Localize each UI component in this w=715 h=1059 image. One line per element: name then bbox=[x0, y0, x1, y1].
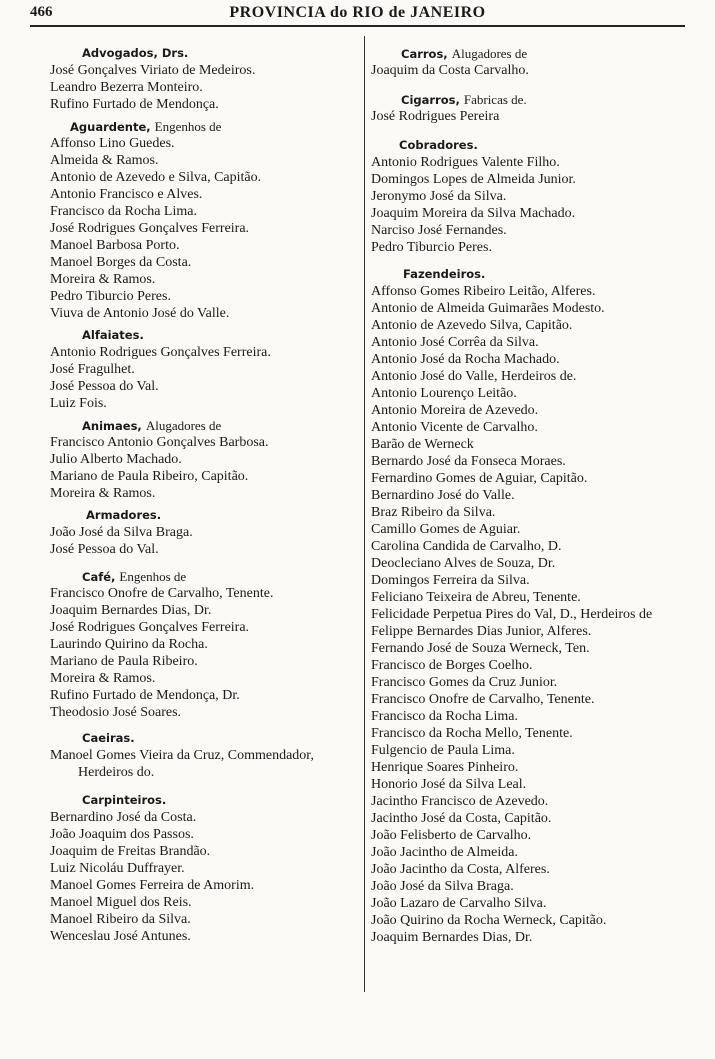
list-item: Manoel Ribeiro da Silva. bbox=[50, 912, 191, 927]
list-item: Manoel Gomes Ferreira de Amorim. bbox=[50, 878, 255, 893]
list-item: Antonio de Azevedo Silva, Capitão. bbox=[371, 318, 573, 333]
list-item: Antonio Francisco e Alves. bbox=[50, 187, 203, 202]
list-item: Luiz Nicoláu Duffrayer. bbox=[50, 861, 185, 876]
list-item: Affonso Gomes Ribeiro Leitão, Alferes. bbox=[371, 284, 596, 299]
list-item: Francisco da Rocha Mello, Tenente. bbox=[371, 726, 573, 741]
list-item: Jacintho Francisco de Azevedo. bbox=[371, 794, 549, 809]
list-item: Narciso José Fernandes. bbox=[371, 223, 507, 238]
list-item: Affonso Lino Guedes. bbox=[50, 136, 175, 151]
list-item: Joaquim Bernardes Dias, Dr. bbox=[371, 930, 533, 945]
directory-section bbox=[50, 792, 360, 945]
section-heading-main: Aguardente, bbox=[70, 120, 151, 134]
entry-list bbox=[50, 62, 360, 113]
column-divider bbox=[364, 36, 365, 992]
list-item: José Pessoa do Val. bbox=[50, 379, 159, 394]
section-heading-main: Caeiras. bbox=[82, 731, 135, 745]
list-item: Wenceslau José Antunes. bbox=[50, 929, 191, 944]
section-heading-main: Cigarros, bbox=[401, 93, 460, 107]
list-item: Francisco da Rocha Lima. bbox=[371, 709, 518, 724]
list-item: Rufino Furtado de Mendonça. bbox=[50, 97, 219, 112]
list-item: João Jacintho de Almeida. bbox=[371, 845, 518, 860]
list-item: Antonio de Almeida Guimarães Modesto. bbox=[371, 301, 605, 316]
list-item: Manoel Borges da Costa. bbox=[50, 255, 192, 270]
section-heading bbox=[50, 327, 360, 344]
list-item: Pedro Tiburcio Peres. bbox=[50, 289, 171, 304]
list-item: Moreira & Ramos. bbox=[50, 272, 156, 287]
list-item: Joaquim Moreira da Silva Machado. bbox=[371, 206, 576, 221]
list-item: Domingos Ferreira da Silva. bbox=[371, 573, 530, 588]
directory-section bbox=[50, 327, 360, 412]
list-item: Francisco Onofre de Carvalho, Tenente. bbox=[371, 692, 595, 707]
list-item: Deocleciano Alves de Souza, Dr. bbox=[371, 556, 556, 571]
list-item: Henrique Soares Pinheiro. bbox=[371, 760, 519, 775]
running-title: PROVINCIA do RIO de JANEIRO bbox=[229, 4, 486, 21]
list-item: Jacintho José da Costa, Capitão. bbox=[371, 811, 552, 826]
entry-list bbox=[371, 62, 691, 79]
header-rule bbox=[30, 25, 685, 27]
list-item: Camillo Gomes de Aguiar. bbox=[371, 522, 521, 537]
list-item: Viuva de Antonio José do Valle. bbox=[50, 306, 230, 321]
list-item: Manoel Gomes Vieira da Cruz, Commendador, Herdeiros do. bbox=[50, 748, 314, 780]
list-item: Julio Alberto Machado. bbox=[50, 452, 182, 467]
list-item: Feliciano Teixeira de Abreu, Tenente. bbox=[371, 590, 581, 605]
right-column bbox=[371, 45, 691, 946]
directory-section bbox=[371, 137, 691, 256]
list-item: Barão de Werneck bbox=[371, 437, 474, 452]
list-item: Antonio José da Rocha Machado. bbox=[371, 352, 560, 367]
list-item: Joaquim da Costa Carvalho. bbox=[371, 63, 529, 78]
section-heading bbox=[50, 507, 360, 524]
list-item: João Jacintho da Costa, Alferes. bbox=[371, 862, 550, 877]
directory-section bbox=[50, 118, 360, 322]
list-item: Braz Ribeiro da Silva. bbox=[371, 505, 496, 520]
list-item: Felippe Bernardes Dias Junior, Alferes. bbox=[371, 624, 592, 639]
entry-list bbox=[50, 585, 360, 721]
section-heading-sub: Engenhos de bbox=[154, 119, 222, 134]
list-item: Mariano de Paula Ribeiro, Capitão. bbox=[50, 469, 249, 484]
section-heading bbox=[50, 118, 360, 135]
section-heading bbox=[371, 45, 691, 62]
section-heading-sub: Engenhos de bbox=[119, 569, 187, 584]
section-heading-sub: Fabricas de. bbox=[463, 92, 527, 107]
list-item: João José da Silva Braga. bbox=[371, 879, 514, 894]
list-item: Francisco Gomes da Cruz Junior. bbox=[371, 675, 558, 690]
list-item: José Rodrigues Gonçalves Ferreira. bbox=[50, 620, 250, 635]
list-item: Fernando José de Souza Werneck, Ten. bbox=[371, 641, 590, 656]
list-item: Pedro Tiburcio Peres. bbox=[371, 240, 492, 255]
section-heading bbox=[371, 91, 691, 108]
list-item: Antonio José Corrêa da Silva. bbox=[371, 335, 539, 350]
section-heading bbox=[50, 568, 360, 585]
list-item: João José da Silva Braga. bbox=[50, 525, 193, 540]
directory-section bbox=[371, 45, 691, 79]
list-item: Moreira & Ramos. bbox=[50, 486, 156, 501]
list-item: Moreira & Ramos. bbox=[50, 671, 156, 686]
section-heading-main: Advogados, Drs. bbox=[82, 46, 189, 60]
directory-section bbox=[50, 568, 360, 721]
list-item: Antonio Lourenço Leitão. bbox=[371, 386, 517, 401]
section-heading bbox=[371, 266, 691, 283]
list-item: José Gonçalves Viriato de Medeiros. bbox=[50, 63, 256, 78]
list-item: José Rodrigues Gonçalves Ferreira. bbox=[50, 221, 250, 236]
section-heading-main: Fazendeiros. bbox=[403, 267, 486, 281]
list-item: Antonio José do Valle, Herdeiros de. bbox=[371, 369, 577, 384]
list-item: Bernardino José do Valle. bbox=[371, 488, 515, 503]
section-heading-main: Carpinteiros. bbox=[82, 793, 167, 807]
section-heading-main: Carros, bbox=[401, 47, 448, 61]
list-item: João Lazaro de Carvalho Silva. bbox=[371, 896, 547, 911]
list-item: João Felisberto de Carvalho. bbox=[371, 828, 532, 843]
directory-section bbox=[371, 266, 691, 946]
page-header bbox=[30, 4, 685, 26]
section-heading-sub: Alugadores de bbox=[451, 46, 528, 61]
directory-section bbox=[50, 507, 360, 558]
entry-list bbox=[371, 283, 691, 946]
list-item: Jeronymo José da Silva. bbox=[371, 189, 507, 204]
list-item: Laurindo Quirino da Rocha. bbox=[50, 637, 208, 652]
directory-section bbox=[50, 730, 360, 781]
list-item: Antonio de Azevedo e Silva, Capitão. bbox=[50, 170, 262, 185]
list-item: Francisco da Rocha Lima. bbox=[50, 204, 197, 219]
list-item: Antonio Vicente de Carvalho. bbox=[371, 420, 538, 435]
list-item: Mariano de Paula Ribeiro. bbox=[50, 654, 198, 669]
list-item: Domingos Lopes de Almeida Junior. bbox=[371, 172, 576, 187]
page-number: 466 bbox=[30, 4, 53, 20]
section-heading bbox=[50, 417, 360, 434]
list-item: Fulgencio de Paula Lima. bbox=[371, 743, 515, 758]
entry-list bbox=[50, 747, 360, 781]
directory-section bbox=[50, 45, 360, 113]
entry-list bbox=[50, 524, 360, 558]
list-item: Felicidade Perpetua Pires do Val, D., Herdeiros de bbox=[371, 607, 653, 622]
list-item: Luiz Fois. bbox=[50, 396, 107, 411]
entry-list bbox=[50, 135, 360, 322]
list-item: José Fragulhet. bbox=[50, 362, 135, 377]
section-heading bbox=[50, 730, 360, 747]
section-heading-main: Café, bbox=[82, 570, 116, 584]
list-item: Francisco Antonio Gonçalves Barbosa. bbox=[50, 435, 269, 450]
section-heading-main: Animaes, bbox=[82, 419, 142, 433]
list-item: João Joaquim dos Passos. bbox=[50, 827, 194, 842]
entry-list bbox=[50, 434, 360, 502]
entry-list bbox=[371, 108, 691, 125]
list-item: Francisco Onofre de Carvalho, Tenente. bbox=[50, 586, 274, 601]
list-item: João Quirino da Rocha Werneck, Capitão. bbox=[371, 913, 607, 928]
list-item: Honorio José da Silva Leal. bbox=[371, 777, 527, 792]
section-heading bbox=[50, 45, 360, 62]
section-heading-main: Cobradores. bbox=[399, 138, 478, 152]
entry-list bbox=[50, 344, 360, 412]
list-item: Antonio Moreira de Azevedo. bbox=[371, 403, 539, 418]
list-item: José Rodrigues Pereira bbox=[371, 109, 500, 124]
list-item: Fernardino Gomes de Aguiar, Capitão. bbox=[371, 471, 588, 486]
section-heading-sub: Alugadores de bbox=[145, 418, 222, 433]
entry-list bbox=[371, 154, 691, 256]
list-item: Bernardino José da Costa. bbox=[50, 810, 197, 825]
list-item: Manoel Barbosa Porto. bbox=[50, 238, 180, 253]
list-item: Manoel Miguel dos Reis. bbox=[50, 895, 192, 910]
list-item: Leandro Bezerra Monteiro. bbox=[50, 80, 203, 95]
directory-section bbox=[371, 91, 691, 125]
list-item: Joaquim de Freitas Brandão. bbox=[50, 844, 211, 859]
section-heading bbox=[371, 137, 691, 154]
list-item: José Pessoa do Val. bbox=[50, 542, 159, 557]
section-heading bbox=[50, 792, 360, 809]
entry-list bbox=[50, 809, 360, 945]
list-item: Francisco de Borges Coelho. bbox=[371, 658, 533, 673]
list-item: Antonio Rodrigues Valente Filho. bbox=[371, 155, 560, 170]
left-column bbox=[50, 45, 360, 945]
list-item: Joaquim Bernardes Dias, Dr. bbox=[50, 603, 212, 618]
list-item: Antonio Rodrigues Gonçalves Ferreira. bbox=[50, 345, 271, 360]
section-heading-main: Armadores. bbox=[86, 508, 162, 522]
list-item: Bernardo José da Fonseca Moraes. bbox=[371, 454, 566, 469]
list-item: Theodosio José Soares. bbox=[50, 705, 182, 720]
section-heading-main: Alfaiates. bbox=[82, 328, 144, 342]
directory-section bbox=[50, 417, 360, 502]
list-item: Almeida & Ramos. bbox=[50, 153, 159, 168]
list-item: Carolina Candida de Carvalho, D. bbox=[371, 539, 562, 554]
list-item: Rufino Furtado de Mendonça, Dr. bbox=[50, 688, 240, 703]
